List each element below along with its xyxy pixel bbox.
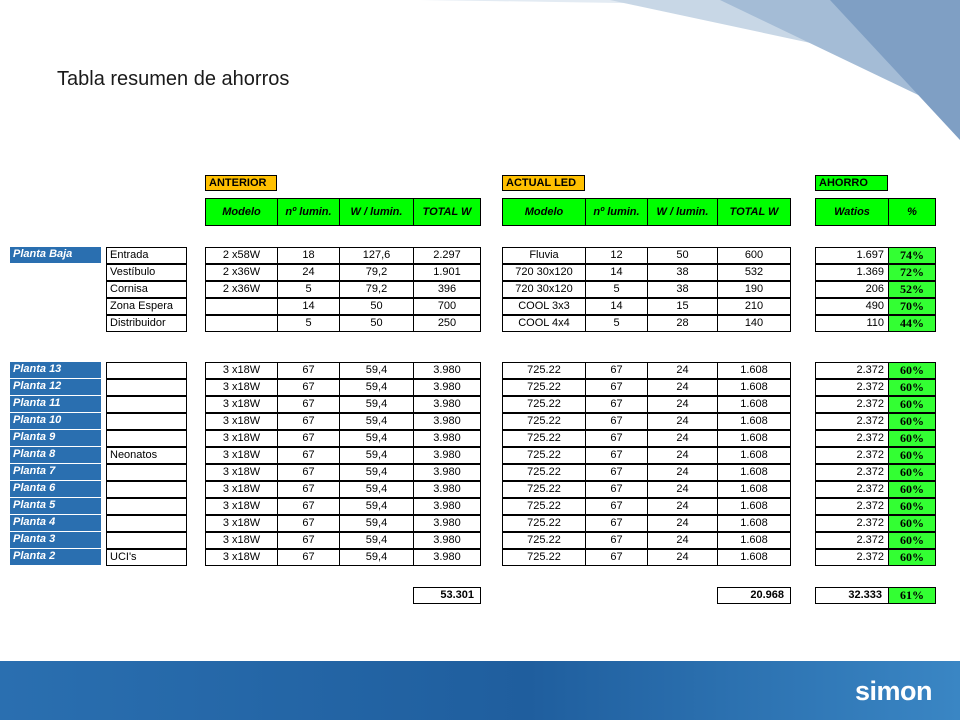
actual-cell: 14 — [585, 298, 648, 315]
zone-cell: UCI's — [106, 549, 187, 566]
floor-label: Planta 6 — [10, 481, 101, 498]
actual-cell: 24 — [647, 430, 718, 447]
floor-label: Planta 11 — [10, 396, 101, 413]
savings-watts-cell: 206 — [815, 281, 889, 298]
zone-cell: Zona Espera — [106, 298, 187, 315]
anterior-cell: 67 — [277, 413, 340, 430]
savings-watts-cell: 2.372 — [815, 481, 889, 498]
savings-watts-cell: 2.372 — [815, 464, 889, 481]
anterior-cell: 67 — [277, 481, 340, 498]
anterior-cell: 67 — [277, 379, 340, 396]
zone-cell: Neonatos — [106, 447, 187, 464]
savings-pct-cell: 60% — [888, 396, 936, 413]
savings-watts-cell: 490 — [815, 298, 889, 315]
anterior-cell: 3.980 — [413, 481, 481, 498]
anterior-cell: 59,4 — [339, 515, 414, 532]
anterior-cell: 3.980 — [413, 430, 481, 447]
actual-cell: 1.608 — [717, 396, 791, 413]
header-anterior-3: TOTAL W — [413, 198, 481, 226]
anterior-cell — [205, 298, 278, 315]
actual-cell: 1.608 — [717, 549, 791, 566]
anterior-cell: 3 x18W — [205, 447, 278, 464]
actual-cell: Fluvia — [502, 247, 586, 264]
actual-cell: 720 30x120 — [502, 264, 586, 281]
header-anterior-0: Modelo — [205, 198, 278, 226]
zone-cell — [106, 430, 187, 447]
anterior-cell: 59,4 — [339, 413, 414, 430]
anterior-cell: 396 — [413, 281, 481, 298]
actual-cell: 24 — [647, 549, 718, 566]
actual-cell: COOL 4x4 — [502, 315, 586, 332]
anterior-cell: 3.980 — [413, 532, 481, 549]
actual-cell: COOL 3x3 — [502, 298, 586, 315]
actual-cell: 67 — [585, 396, 648, 413]
actual-cell: 725.22 — [502, 498, 586, 515]
savings-watts-cell: 2.372 — [815, 515, 889, 532]
floor-label: Planta 12 — [10, 379, 101, 396]
floor-label: Planta 9 — [10, 430, 101, 447]
anterior-cell: 1.901 — [413, 264, 481, 281]
anterior-cell: 127,6 — [339, 247, 414, 264]
header-anterior-1: nº lumin. — [277, 198, 340, 226]
anterior-cell: 50 — [339, 298, 414, 315]
savings-watts-cell: 110 — [815, 315, 889, 332]
anterior-cell: 3 x18W — [205, 515, 278, 532]
total-savings-pct: 61% — [888, 587, 936, 604]
page-title: Tabla resumen de ahorros — [57, 68, 290, 90]
actual-cell: 725.22 — [502, 413, 586, 430]
zone-cell — [106, 532, 187, 549]
actual-cell: 725.22 — [502, 549, 586, 566]
actual-cell: 24 — [647, 413, 718, 430]
actual-cell: 725.22 — [502, 430, 586, 447]
actual-cell: 1.608 — [717, 464, 791, 481]
actual-cell: 5 — [585, 281, 648, 298]
savings-watts-cell: 1.697 — [815, 247, 889, 264]
anterior-cell: 59,4 — [339, 498, 414, 515]
anterior-cell: 3.980 — [413, 379, 481, 396]
anterior-cell: 67 — [277, 447, 340, 464]
header-ahorro-1: % — [888, 198, 936, 226]
actual-cell: 67 — [585, 515, 648, 532]
actual-cell: 725.22 — [502, 447, 586, 464]
actual-cell: 12 — [585, 247, 648, 264]
anterior-cell: 67 — [277, 549, 340, 566]
anterior-cell: 3 x18W — [205, 396, 278, 413]
actual-cell: 725.22 — [502, 481, 586, 498]
anterior-cell: 67 — [277, 515, 340, 532]
savings-pct-cell: 60% — [888, 413, 936, 430]
savings-pct-cell: 60% — [888, 498, 936, 515]
actual-cell: 600 — [717, 247, 791, 264]
savings-pct-cell: 60% — [888, 532, 936, 549]
group-label-ahorro: AHORRO — [815, 175, 888, 191]
header-actual-1: nº lumin. — [585, 198, 648, 226]
savings-watts-cell: 2.372 — [815, 549, 889, 566]
savings-pct-cell: 60% — [888, 430, 936, 447]
savings-pct-cell: 60% — [888, 379, 936, 396]
zone-cell — [106, 515, 187, 532]
actual-cell: 1.608 — [717, 515, 791, 532]
anterior-cell: 67 — [277, 396, 340, 413]
savings-pct-cell: 60% — [888, 515, 936, 532]
actual-cell: 5 — [585, 315, 648, 332]
header-anterior-2: W / lumin. — [339, 198, 414, 226]
group-label-actual-led: ACTUAL LED — [502, 175, 585, 191]
actual-cell: 67 — [585, 464, 648, 481]
anterior-cell: 59,4 — [339, 464, 414, 481]
actual-cell: 1.608 — [717, 481, 791, 498]
savings-watts-cell: 1.369 — [815, 264, 889, 281]
actual-cell: 725.22 — [502, 464, 586, 481]
anterior-cell: 5 — [277, 315, 340, 332]
anterior-cell: 67 — [277, 430, 340, 447]
anterior-cell: 14 — [277, 298, 340, 315]
actual-cell: 725.22 — [502, 362, 586, 379]
header-ahorro-0: Watios — [815, 198, 889, 226]
savings-watts-cell: 2.372 — [815, 379, 889, 396]
savings-pct-cell: 74% — [888, 247, 936, 264]
anterior-cell: 3.980 — [413, 515, 481, 532]
actual-cell: 14 — [585, 264, 648, 281]
anterior-cell: 3.980 — [413, 549, 481, 566]
simon-logo: simon — [854, 676, 932, 706]
header-actual-2: W / lumin. — [647, 198, 718, 226]
total-anterior: 53.301 — [413, 587, 481, 604]
floor-label: Planta 3 — [10, 532, 101, 549]
zone-cell — [106, 481, 187, 498]
anterior-cell: 3 x18W — [205, 362, 278, 379]
actual-cell: 38 — [647, 281, 718, 298]
zone-cell — [106, 464, 187, 481]
savings-watts-cell: 2.372 — [815, 430, 889, 447]
anterior-cell: 3 x18W — [205, 379, 278, 396]
anterior-cell: 59,4 — [339, 447, 414, 464]
floor-label: Planta 5 — [10, 498, 101, 515]
total-savings-watts: 32.333 — [815, 587, 889, 604]
zone-cell: Distribuidor — [106, 315, 187, 332]
actual-cell: 725.22 — [502, 379, 586, 396]
actual-cell: 1.608 — [717, 413, 791, 430]
anterior-cell: 2 x58W — [205, 247, 278, 264]
anterior-cell: 2.297 — [413, 247, 481, 264]
actual-cell: 24 — [647, 396, 718, 413]
anterior-cell: 3 x18W — [205, 481, 278, 498]
anterior-cell: 59,4 — [339, 481, 414, 498]
zone-cell — [106, 396, 187, 413]
actual-cell: 67 — [585, 430, 648, 447]
actual-cell: 24 — [647, 447, 718, 464]
anterior-cell: 67 — [277, 464, 340, 481]
floor-label: Planta 4 — [10, 515, 101, 532]
actual-cell: 24 — [647, 362, 718, 379]
anterior-cell: 59,4 — [339, 430, 414, 447]
floor-label: Planta 10 — [10, 413, 101, 430]
anterior-cell: 59,4 — [339, 549, 414, 566]
actual-cell: 140 — [717, 315, 791, 332]
actual-cell: 67 — [585, 379, 648, 396]
anterior-cell: 2 x36W — [205, 281, 278, 298]
anterior-cell: 3 x18W — [205, 464, 278, 481]
savings-watts-cell: 2.372 — [815, 396, 889, 413]
anterior-cell — [205, 315, 278, 332]
anterior-cell: 59,4 — [339, 532, 414, 549]
floor-label: Planta 8 — [10, 447, 101, 464]
actual-cell: 720 30x120 — [502, 281, 586, 298]
savings-pct-cell: 60% — [888, 447, 936, 464]
actual-cell: 725.22 — [502, 515, 586, 532]
actual-cell: 67 — [585, 447, 648, 464]
anterior-cell: 3.980 — [413, 362, 481, 379]
actual-cell: 15 — [647, 298, 718, 315]
actual-cell: 38 — [647, 264, 718, 281]
zone-cell: Vestíbulo — [106, 264, 187, 281]
anterior-cell: 67 — [277, 498, 340, 515]
actual-cell: 725.22 — [502, 532, 586, 549]
anterior-cell: 67 — [277, 532, 340, 549]
actual-cell: 67 — [585, 413, 648, 430]
anterior-cell: 250 — [413, 315, 481, 332]
zone-cell — [106, 379, 187, 396]
actual-cell: 24 — [647, 464, 718, 481]
anterior-cell: 3.980 — [413, 396, 481, 413]
savings-pct-cell: 60% — [888, 481, 936, 498]
anterior-cell: 59,4 — [339, 396, 414, 413]
actual-cell: 1.608 — [717, 498, 791, 515]
actual-cell: 725.22 — [502, 396, 586, 413]
header-actual-0: Modelo — [502, 198, 586, 226]
actual-cell: 67 — [585, 362, 648, 379]
savings-watts-cell: 2.372 — [815, 532, 889, 549]
anterior-cell: 2 x36W — [205, 264, 278, 281]
savings-pct-cell: 44% — [888, 315, 936, 332]
anterior-cell: 59,4 — [339, 379, 414, 396]
savings-pct-cell: 60% — [888, 362, 936, 379]
anterior-cell: 3.980 — [413, 498, 481, 515]
actual-cell: 1.608 — [717, 379, 791, 396]
floor-label: Planta 13 — [10, 362, 101, 379]
actual-cell: 1.608 — [717, 532, 791, 549]
actual-cell: 67 — [585, 498, 648, 515]
anterior-cell: 3 x18W — [205, 498, 278, 515]
actual-cell: 24 — [647, 532, 718, 549]
floor-label: Planta 2 — [10, 549, 101, 566]
anterior-cell: 3 x18W — [205, 413, 278, 430]
anterior-cell: 79,2 — [339, 281, 414, 298]
savings-pct-cell: 72% — [888, 264, 936, 281]
savings-pct-cell: 60% — [888, 464, 936, 481]
actual-cell: 67 — [585, 481, 648, 498]
actual-cell: 67 — [585, 532, 648, 549]
savings-pct-cell: 52% — [888, 281, 936, 298]
total-actual-led: 20.968 — [717, 587, 791, 604]
anterior-cell: 18 — [277, 247, 340, 264]
anterior-cell: 3 x18W — [205, 430, 278, 447]
actual-cell: 1.608 — [717, 362, 791, 379]
anterior-cell: 3.980 — [413, 413, 481, 430]
actual-cell: 190 — [717, 281, 791, 298]
savings-pct-cell: 60% — [888, 549, 936, 566]
anterior-cell: 700 — [413, 298, 481, 315]
savings-watts-cell: 2.372 — [815, 498, 889, 515]
actual-cell: 24 — [647, 481, 718, 498]
anterior-cell: 59,4 — [339, 362, 414, 379]
zone-cell — [106, 413, 187, 430]
anterior-cell: 79,2 — [339, 264, 414, 281]
floor-label: Planta 7 — [10, 464, 101, 481]
zone-cell: Entrada — [106, 247, 187, 264]
savings-watts-cell: 2.372 — [815, 447, 889, 464]
anterior-cell: 3 x18W — [205, 549, 278, 566]
zone-cell — [106, 498, 187, 515]
actual-cell: 1.608 — [717, 430, 791, 447]
zone-cell: Cornisa — [106, 281, 187, 298]
anterior-cell: 24 — [277, 264, 340, 281]
actual-cell: 210 — [717, 298, 791, 315]
actual-cell: 24 — [647, 515, 718, 532]
savings-pct-cell: 70% — [888, 298, 936, 315]
actual-cell: 67 — [585, 549, 648, 566]
actual-cell: 24 — [647, 379, 718, 396]
stripe-dark — [830, 0, 960, 140]
floor-label-planta-baja: Planta Baja — [10, 247, 101, 264]
actual-cell: 24 — [647, 498, 718, 515]
anterior-cell: 3.980 — [413, 464, 481, 481]
anterior-cell: 5 — [277, 281, 340, 298]
actual-cell: 28 — [647, 315, 718, 332]
actual-cell: 532 — [717, 264, 791, 281]
anterior-cell: 50 — [339, 315, 414, 332]
actual-cell: 50 — [647, 247, 718, 264]
anterior-cell: 67 — [277, 362, 340, 379]
savings-watts-cell: 2.372 — [815, 362, 889, 379]
anterior-cell: 3.980 — [413, 447, 481, 464]
anterior-cell: 3 x18W — [205, 532, 278, 549]
savings-watts-cell: 2.372 — [815, 413, 889, 430]
zone-cell — [106, 362, 187, 379]
group-label-anterior: ANTERIOR — [205, 175, 277, 191]
header-actual-3: TOTAL W — [717, 198, 791, 226]
actual-cell: 1.608 — [717, 447, 791, 464]
footer-bar — [0, 661, 960, 720]
